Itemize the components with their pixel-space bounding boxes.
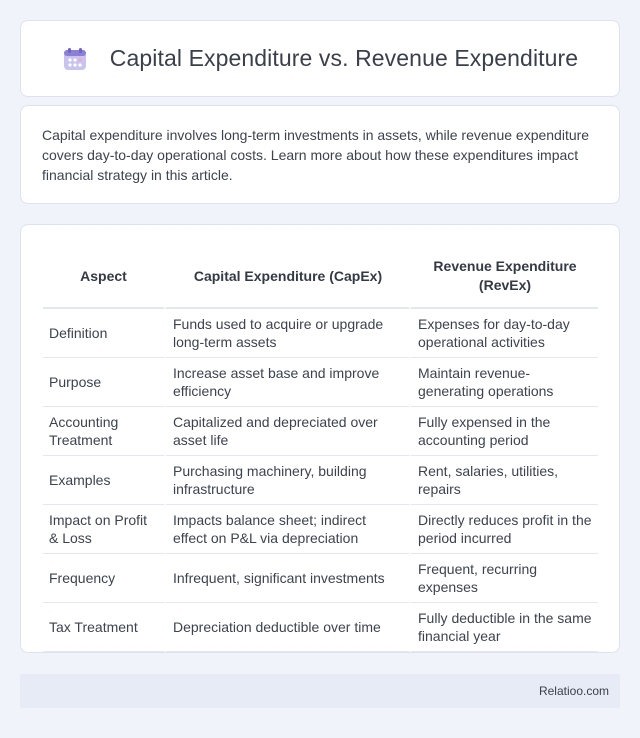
row-capex: Depreciation deductible over time	[164, 603, 409, 652]
row-revex: Expenses for day-to-day operational activities	[409, 309, 598, 358]
table-row	[43, 603, 598, 652]
row-revex: Directly reduces profit in the period incurred	[409, 505, 598, 554]
comparison-table	[43, 245, 598, 652]
header	[62, 45, 578, 72]
row-capex: Purchasing machinery, building infrastructure	[164, 456, 409, 505]
row-aspect: Impact on Profit & Loss	[43, 505, 164, 554]
page-title: Capital Expenditure vs. Revenue Expenditure	[109, 45, 579, 71]
row-capex: Impacts balance sheet; indirect effect on P&L via depreciation	[164, 505, 409, 554]
row-revex: Fully deductible in the same financial year	[409, 603, 598, 652]
footer	[20, 674, 620, 708]
row-aspect: Examples	[43, 456, 164, 505]
row-capex: Infrequent, significant investments	[164, 554, 409, 603]
header-revex: Revenue Expenditure (RevEx)	[409, 245, 598, 309]
table-row	[43, 358, 598, 407]
comparison-card	[20, 224, 620, 653]
row-revex: Rent, salaries, utilities, repairs	[409, 456, 598, 505]
row-aspect: Frequency	[43, 554, 164, 603]
intro-card	[20, 105, 620, 204]
row-revex: Frequent, recurring expenses	[409, 554, 598, 603]
row-aspect: Purpose	[43, 358, 164, 407]
row-aspect: Accounting Treatment	[43, 407, 164, 456]
header-aspect: Aspect	[43, 245, 164, 309]
table-row	[43, 309, 598, 358]
row-aspect: Tax Treatment	[43, 603, 164, 652]
header-card	[20, 20, 620, 97]
calendar-icon	[62, 46, 88, 72]
footer-brand: Relatioo.com	[538, 684, 609, 698]
table-row	[43, 407, 598, 456]
row-aspect: Definition	[43, 309, 164, 358]
table-row	[43, 554, 598, 603]
header-capex: Capital Expenditure (CapEx)	[164, 245, 409, 309]
row-revex: Maintain revenue-generating operations	[409, 358, 598, 407]
row-capex: Funds used to acquire or upgrade long-term assets	[164, 309, 409, 358]
table-row	[43, 505, 598, 554]
table-row	[43, 456, 598, 505]
row-revex: Fully expensed in the accounting period	[409, 407, 598, 456]
table-header-row	[43, 245, 598, 309]
intro-text: Capital expenditure involves long-term investments in assets, while revenue expenditure covers day-to-day operational costs. Learn more about how these expenditures impact financial strategy in this article.	[42, 127, 590, 183]
row-capex: Increase asset base and improve efficiency	[164, 358, 409, 407]
row-capex: Capitalized and depreciated over asset life	[164, 407, 409, 456]
